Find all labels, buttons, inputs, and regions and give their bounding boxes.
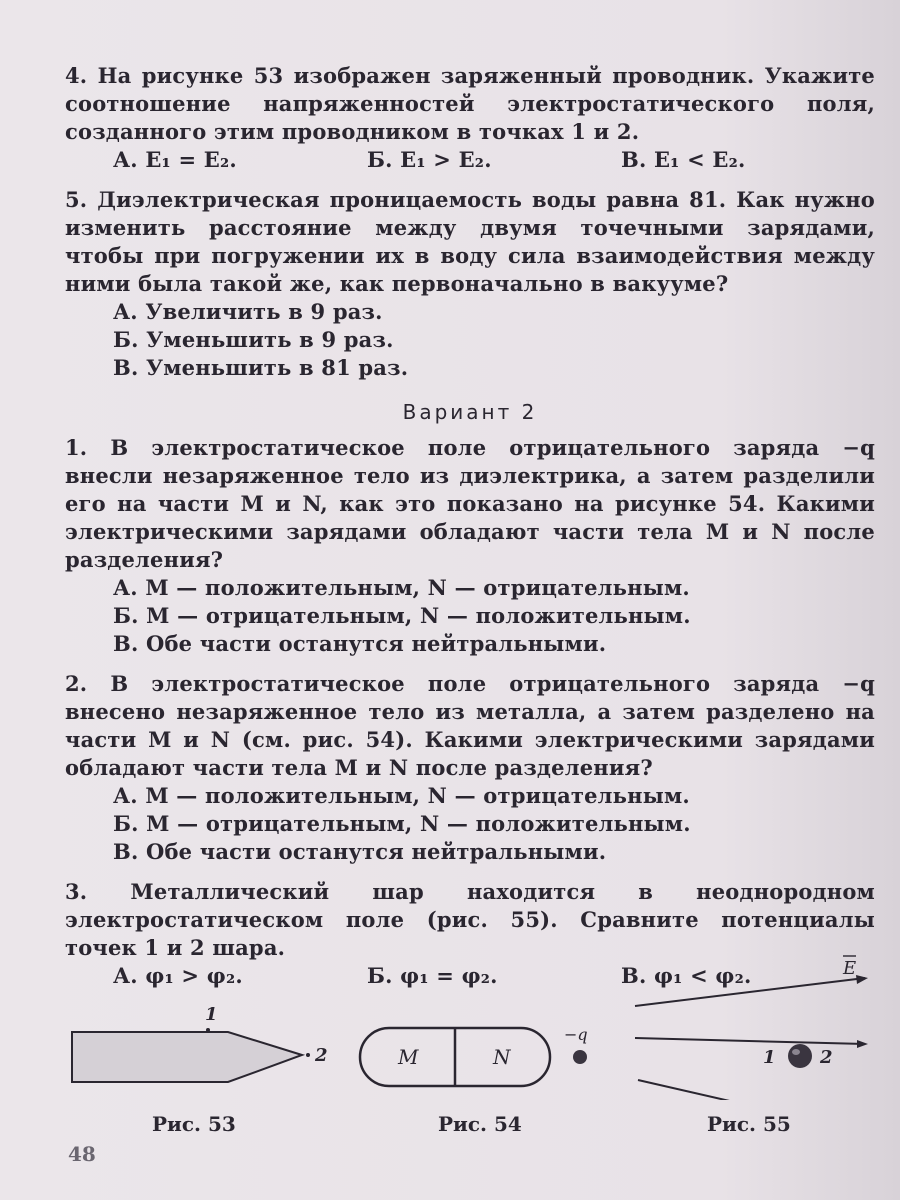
negative-charge [573, 1050, 587, 1064]
variant2-question-2: 2. В электростатическое поле отрицательного заряда −q внесено незаряженное тело из металла, а затем разделено на части M и N (см. рис. 54). Какими электрическими зарядами обладают части тела M и N после разделения? [65, 671, 875, 780]
fig55-point-2: 2 [820, 1047, 833, 1068]
option-c: В. φ₁ < φ₂. [621, 963, 752, 988]
option-a: А. E₁ = E₂. [113, 147, 237, 172]
part-m-label: M [398, 1045, 419, 1069]
part-n-label: N [493, 1045, 511, 1069]
fig53-caption: Рис. 53 [152, 1112, 236, 1136]
fig55-point-1: 1 [763, 1047, 776, 1068]
option-c: В. Уменьшить в 81 раз. [113, 355, 409, 380]
figures-svg [60, 940, 880, 1100]
variant2-question-1-options [65, 574, 875, 658]
option-c: В. Обе части останутся нейтральными. [113, 631, 607, 656]
field-line-top [635, 978, 865, 1006]
option-a: А. Увеличить в 9 раз. [113, 299, 383, 324]
option-a: А. φ₁ > φ₂. [113, 963, 243, 988]
field-vector-label: E [843, 958, 857, 979]
option-a: А. M — положительным, N — отрицательным. [113, 575, 690, 600]
point-2-dot [306, 1053, 310, 1057]
fig53-point-1: 1 [205, 1004, 218, 1025]
option-b: Б. φ₁ = φ₂. [367, 963, 498, 988]
option-c: В. Обе части останутся нейтральными. [113, 839, 607, 864]
option-c: В. E₁ < E₂. [621, 147, 746, 172]
fig54-caption: Рис. 54 [438, 1112, 522, 1136]
metal-sphere [788, 1044, 812, 1068]
variant2-question-1: 1. В электростатическое поле отрицательного заряда −q внесли незаряженное тело из диэлектрика, а затем разделили его на части M и N, как это показано на рисунке 54. Какими электрическими зарядами обладают части тела M и N после разделения? [65, 435, 875, 572]
arrow-middle [857, 1040, 868, 1048]
field-line-bottom [638, 1080, 865, 1100]
question-5-options [65, 298, 875, 382]
charged-conductor [72, 1032, 302, 1082]
figure-54 [360, 1025, 588, 1086]
option-b: Б. Уменьшить в 9 раз. [113, 327, 394, 352]
variant-title: Вариант 2 [402, 400, 538, 424]
figures-row [60, 940, 880, 1150]
sphere-highlight [792, 1049, 800, 1055]
figure-53 [72, 1004, 328, 1082]
question-4-options [65, 146, 875, 174]
arrow-top [856, 975, 868, 984]
fig55-caption: Рис. 55 [707, 1112, 791, 1136]
point-1-dot [206, 1028, 210, 1032]
option-b: Б. M — отрицательным, N — положительным. [113, 603, 691, 628]
field-line-middle [635, 1038, 865, 1044]
charge-label: −q [564, 1025, 588, 1044]
figure-55 [635, 956, 868, 1100]
fig53-point-2: 2 [315, 1045, 328, 1066]
variant2-question-2-options [65, 782, 875, 866]
option-b: Б. E₁ > E₂. [367, 147, 492, 172]
variant2-question-3: 3. Металлический шар находится в неоднородном электростатическом поле (рис. 55). Сравните потенциалы точек 1 и 2 шара. [65, 879, 875, 960]
question-4: 4. На рисунке 53 изображен заряженный проводник. Укажите соотношение напряженностей электростатического поля, созданного этим проводником в точках 1 и 2. [65, 63, 875, 144]
page-number: 48 [68, 1142, 96, 1166]
page-content [65, 62, 875, 990]
option-b: Б. M — отрицательным, N — положительным. [113, 811, 691, 836]
option-a: А. M — положительным, N — отрицательным. [113, 783, 690, 808]
question-5: 5. Диэлектрическая проницаемость воды равна 81. Как нужно изменить расстояние между двумя точечными зарядами, чтобы при погружении их в воду сила взаимодействия между ними была такой же, как первоначально в вакууме? [65, 187, 875, 296]
